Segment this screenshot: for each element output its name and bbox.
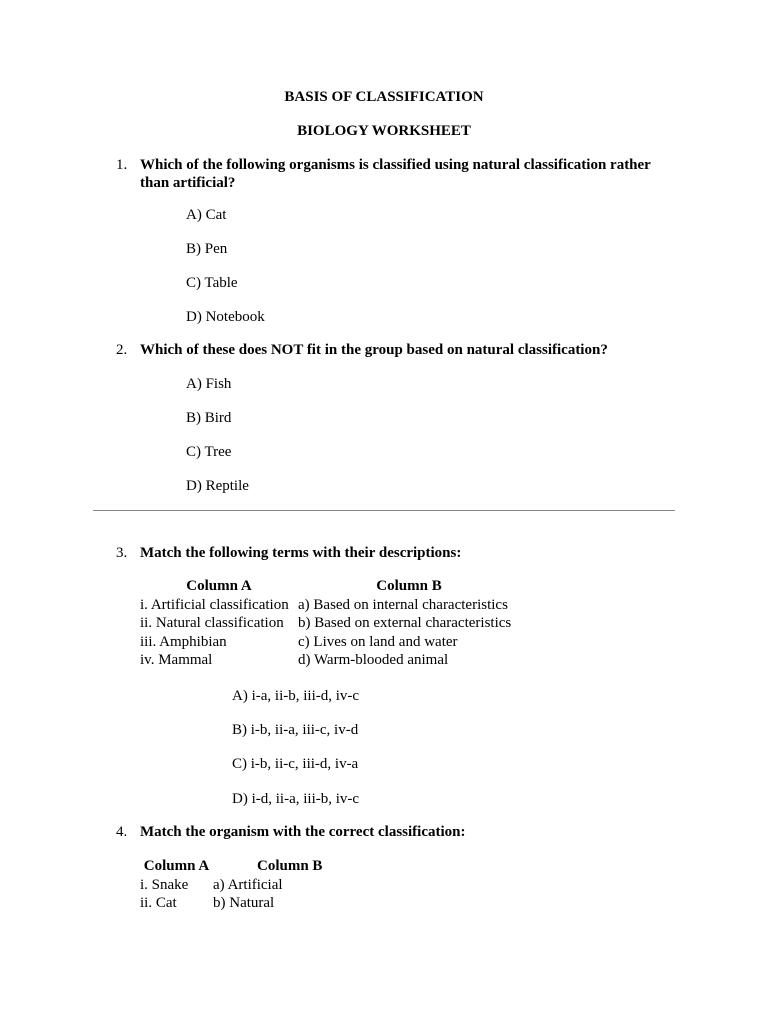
column-a-header: Column A [143,858,210,874]
question-2-option-d: D) Reptile [186,478,249,494]
table-row [140,596,520,615]
worksheet-subtitle: BIOLOGY WORKSHEET [297,123,471,139]
question-3-number: 3. [116,545,128,561]
question-4-number: 4. [116,824,128,840]
question-1-option-a: A) Cat [186,207,227,223]
question-3-option-c: C) i-b, ii-c, iii-d, iv-a [232,756,359,772]
column-b-header: Column B [257,858,323,874]
column-a-cell: ii. Cat [140,895,177,911]
question-1-text: Which of the following organisms is classified using natural classification rather than artificial? [140,157,651,191]
question-1-option-d: D) Notebook [186,309,265,325]
question-1-option-c: C) Table [186,275,238,291]
question-4-text: Match the organism with the correct classification: [140,824,466,840]
column-b-cell: a) Artificial [213,876,283,893]
question-1-number: 1. [116,157,128,173]
table-row [140,876,412,895]
column-b-cell: c) Lives on land and water [298,633,458,650]
question-3-option-a: A) i-a, ii-b, iii-d, iv-c [232,688,360,704]
question-3-text: Match the following terms with their descriptions: [140,545,462,561]
table-row [140,894,412,913]
question-2-text: Which of these does NOT fit in the group based on natural classification? [140,342,608,358]
table-row [140,651,520,670]
column-a-cell: iii. Amphibian [140,633,227,650]
question-2-option-c: C) Tree [186,444,232,460]
column-b-cell: b) Natural [213,895,275,911]
column-a-cell: ii. Natural classification [140,615,284,631]
table-row [140,614,520,633]
table-row [140,633,520,652]
column-b-header: Column B [376,578,442,594]
question-2-number: 2. [116,342,128,358]
column-a-cell: i. Artificial classification [140,596,289,613]
column-a-cell: i. Snake [140,876,189,893]
section-divider [93,510,675,511]
question-3-option-b: B) i-b, ii-a, iii-c, iv-d [232,722,359,738]
question-2-option-b: B) Bird [186,410,232,426]
question-3-match-table [140,577,520,670]
question-2-option-a: A) Fish [186,376,232,392]
column-b-cell: d) Warm-blooded animal [298,652,449,668]
column-a-header: Column A [186,578,252,594]
column-b-cell: a) Based on internal characteristics [298,596,508,613]
question-3-option-d: D) i-d, ii-a, iii-b, iv-c [232,791,360,807]
worksheet-title: BASIS OF CLASSIFICATION [284,89,484,105]
column-b-cell: b) Based on external characteristics [298,615,512,631]
question-1-option-b: B) Pen [186,241,228,257]
column-a-cell: iv. Mammal [140,652,213,668]
question-4-match-table [140,857,412,913]
